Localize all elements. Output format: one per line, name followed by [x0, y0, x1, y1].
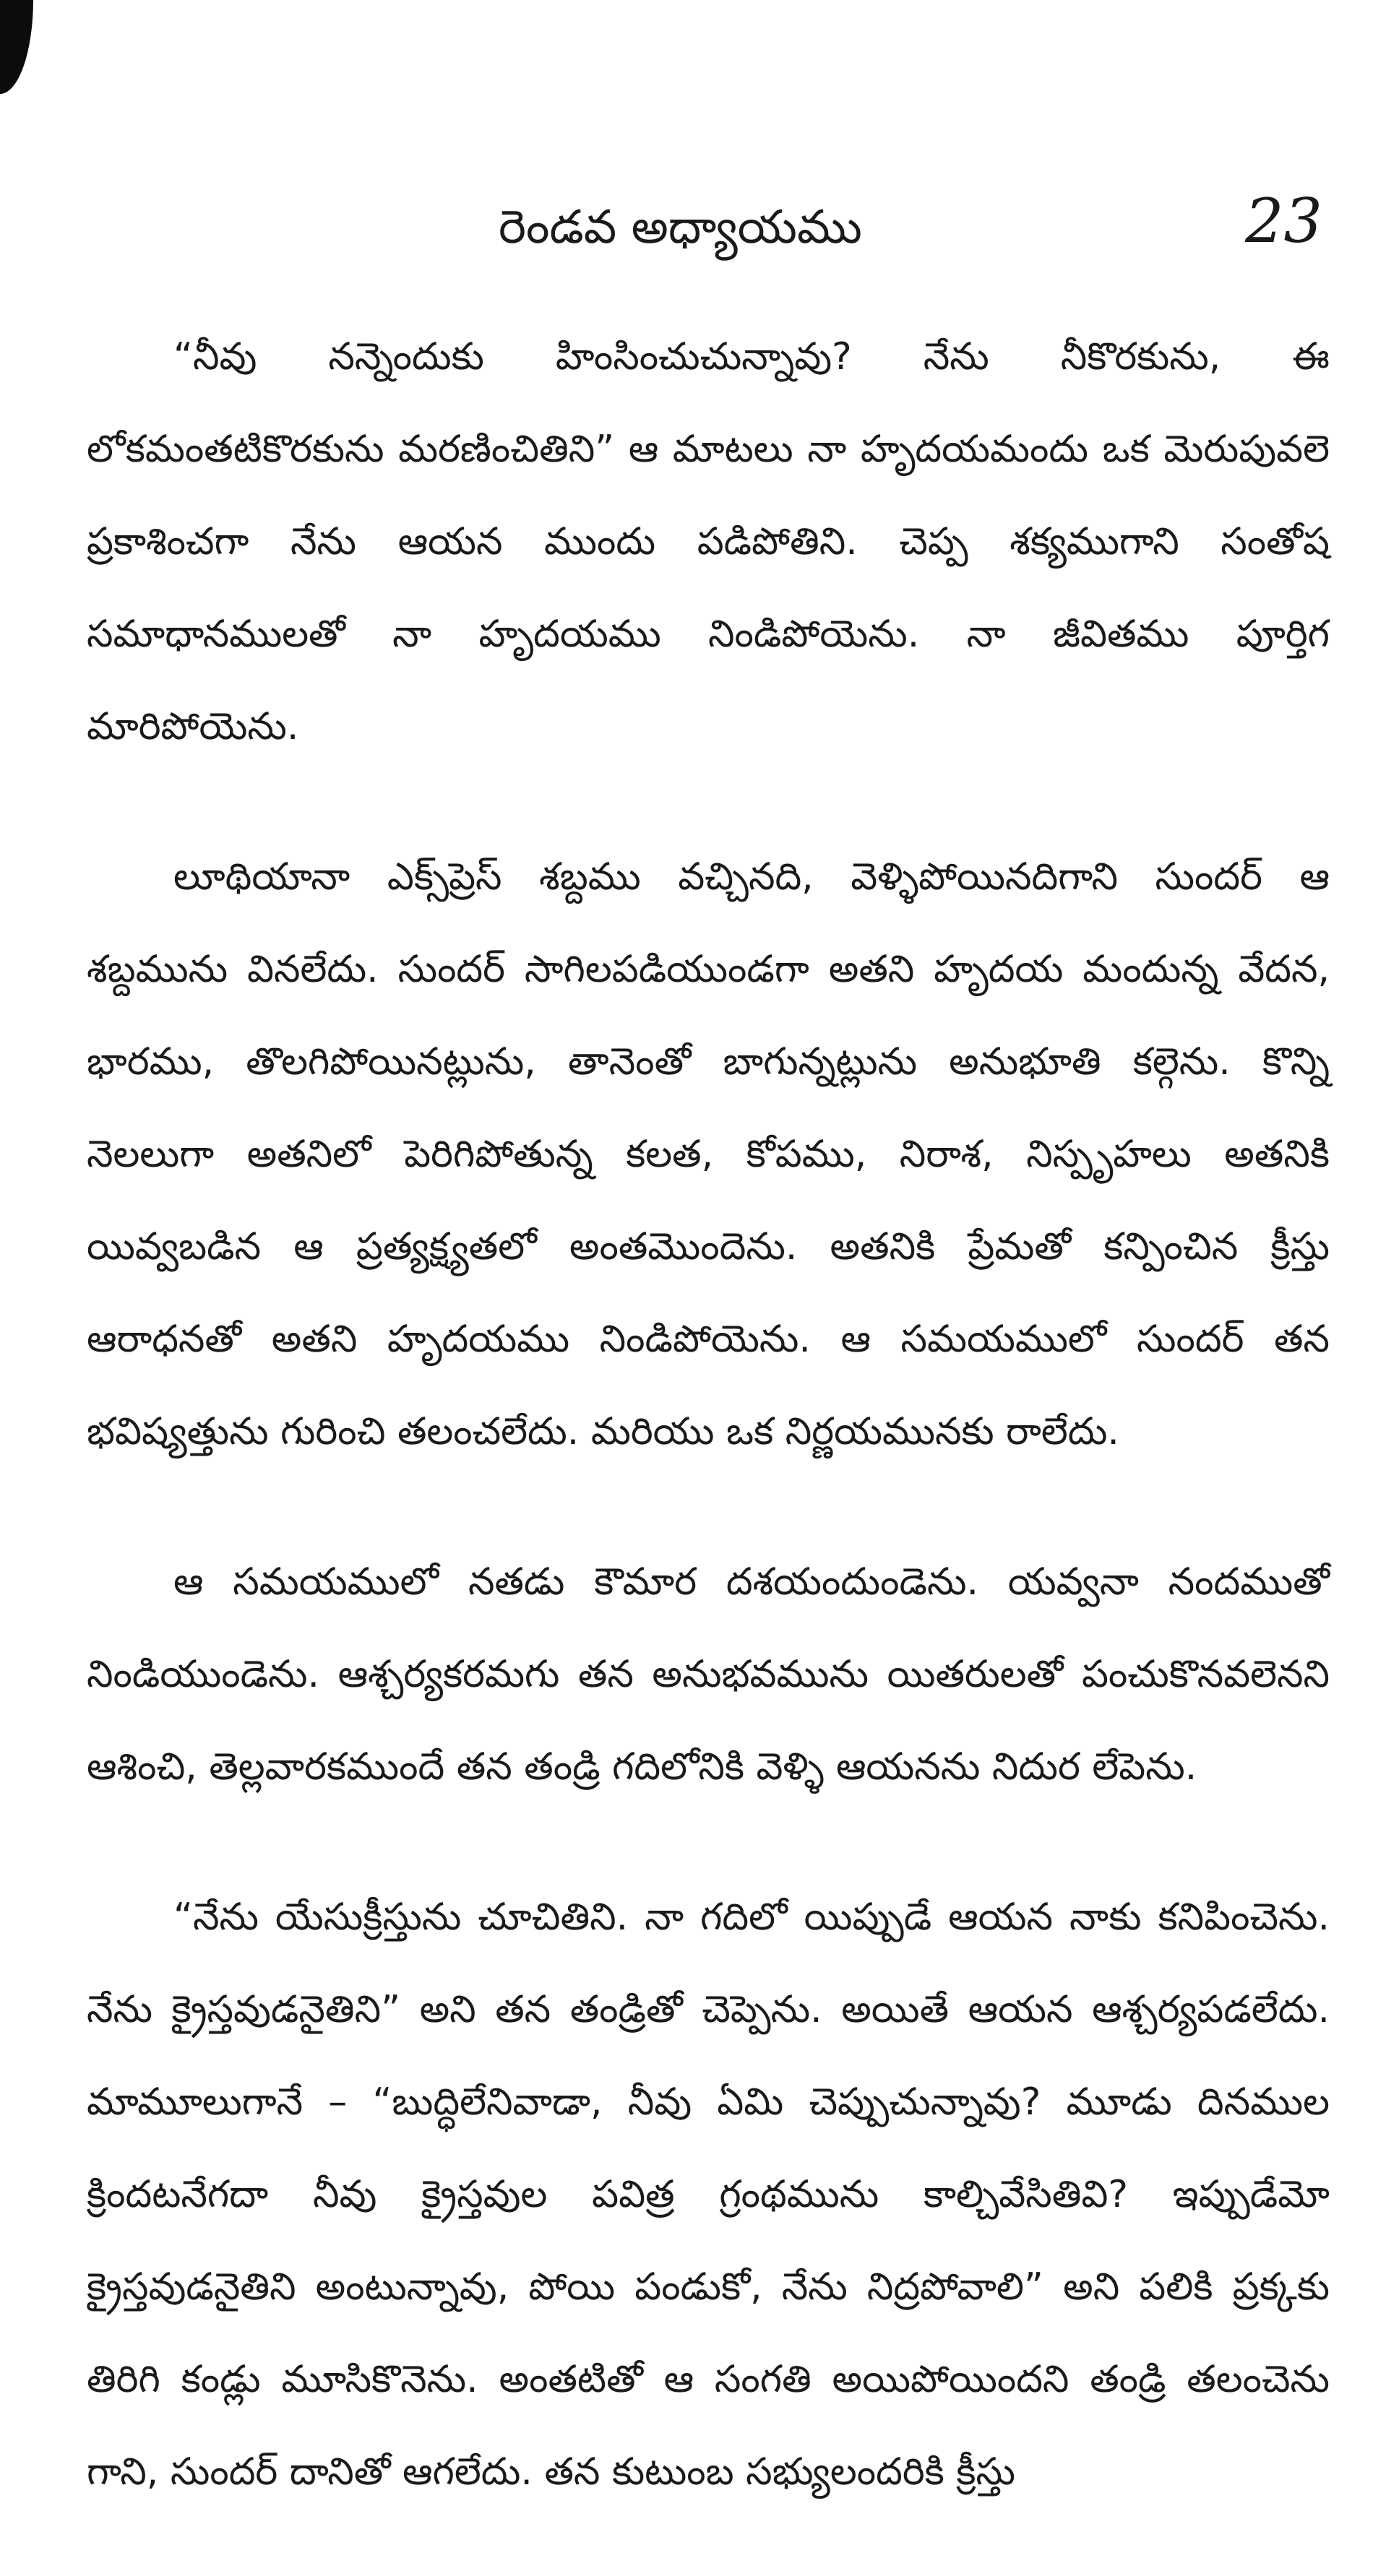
running-title: రెండవ అధ్యాయము [499, 201, 862, 254]
paragraph-3: ఆ సమయములో నతడు కౌమార దశయందుండెను. యవ్వనా నందముతో నిండియుండెను. ఆశ్చర్యకరమగు తన అనుభవమును యితరులతో పంచుకొనవలెనని ఆశించి, తెల్లవారకముందే తన తండ్రి గదిలోనికి వెళ్ళి ఆయనను నిదుర లేపెను. [87, 1560, 1330, 1789]
paragraph-4: “నేను యేసుక్రీస్తును చూచితిని. నా గదిలో యిప్పుడే ఆయన నాకు కనిపించెను. నేను క్రైస్తవుడనైతిని” అని తన తండ్రితో చెప్పెను. అయితే ఆయన ఆశ్చర్యపడలేదు. మామూలుగానే – “బుద్ధిలేనివాడా, నీవు ఏమి చెప్పుచున్నావు? మూడు దినముల క్రిందటనేగదా నీవు క్రైస్తవుల పవిత్ర గ్రంథమును కాల్చివేసితివి? ఇప్పుడేమో క్రైస్తవుడనైతిని అంటున్నావు, పోయి పండుకో, నేను నిద్రపోవాలి” అని పలికి ప్రక్కకు తిరిగి కండ్లు మూసికొనెను. అంతటితో ఆ సంగతి అయిపోయిందని తండ్రి తలంచెను గాని, సుందర్ దానితో ఆగలేదు. తన కుటుంబ సభ్యులందరికి క్రీస్తు [87, 1896, 1330, 2494]
body-text [87, 311, 1330, 2576]
book-edge-shadow [0, 0, 33, 94]
paragraph-1: “నీవు నన్నెందుకు హింసించుచున్నావు? నేను నీకొరకును, ఈ లోకమంతటికొరకును మరణించితిని” ఆ మాటలు నా హృదయమందు ఒక మెరుపువలె ప్రకాశించగా నేను ఆయన ముందు పడిపోతిని. చెప్ప శక్యముగాని సంతోష సమాధానములతో నా హృదయము నిండిపోయెను. నా జీవితము పూర్తిగ మారిపోయెను. [87, 335, 1330, 748]
book-page [87, 173, 1330, 2499]
page-header [87, 173, 1330, 282]
paragraph-2: లూథియానా ఎక్స్‌ప్రెస్ శబ్దము వచ్చినది, వెళ్ళిపోయినదిగాని సుందర్ ఆ శబ్దమును వినలేదు. సుందర్ సాగిలపడియుండగా అతని హృదయ మందున్న వేదన, భారము, తొలగిపోయినట్లును, తానెంతో బాగున్నట్లును అనుభూతి కల్గెను. కొన్ని నెలలుగా అతనిలో పెరిగిపోతున్న కలత, కోపము, నిరాశ, నిస్పృహలు అతనికి యివ్వబడిన ఆ ప్రత్యక్ష్యతలో అంతమొందెను. అతనికి ప్రేమతో కన్పించిన క్రీస్తు ఆరాధనతో అతని హృదయము నిండిపోయెను. ఆ సమయములో సుందర్ తన భవిష్యత్తును గురించి తలంచలేదు. మరియు ఒక నిర్ణయమునకు రాలేదు. [87, 855, 1330, 1453]
page-number: 23 [1245, 186, 1322, 256]
